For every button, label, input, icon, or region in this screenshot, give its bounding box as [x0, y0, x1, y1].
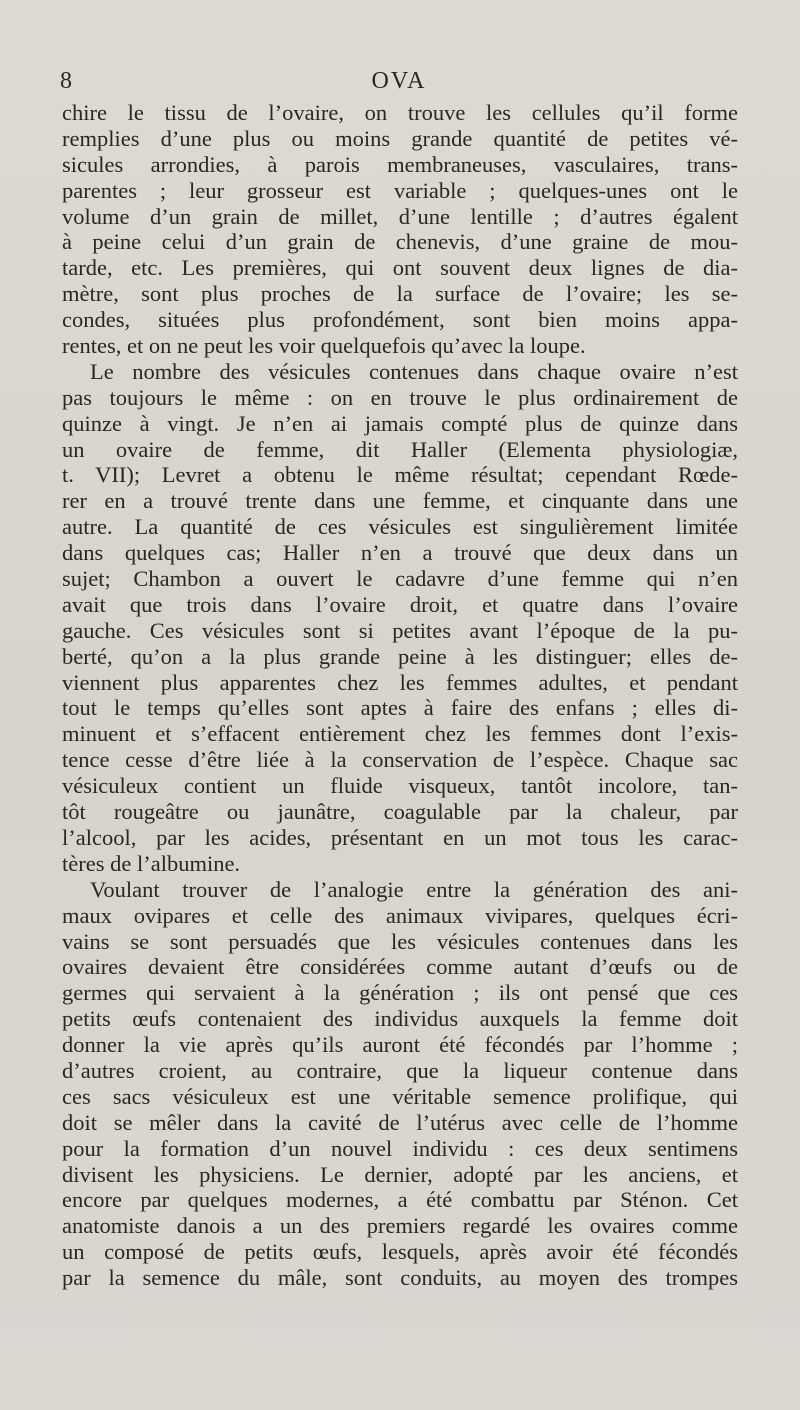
text-line: sujet; Chambon a ouvert le cadavre d’une femme qui n’en	[62, 566, 738, 592]
text-line: encore par quelques modernes, a été combattu par Sténon. Cet	[62, 1187, 738, 1213]
page-number: 8	[60, 68, 72, 94]
text-line: ovaires devaient être considérées comme autant d’œufs ou de	[62, 954, 738, 980]
text-line: berté, qu’on a la plus grande peine à les distinguer; elles de-	[62, 643, 738, 669]
text-line: par la semence du mâle, sont conduits, au moyen des trompes	[62, 1265, 738, 1291]
text-line: donner la vie après qu’ils auront été fécondés par l’homme ;	[62, 1032, 738, 1058]
text-line: doit se mêler dans la cavité de l’utérus avec celle de l’homme	[62, 1109, 738, 1135]
text-line: viennent plus apparentes chez les femmes adultes, et pendant	[62, 669, 738, 695]
text-line: chire le tissu de l’ovaire, on trouve les cellules qu’il forme	[62, 100, 738, 125]
text-line: pour la formation d’un nouvel individu : ces deux sentimens	[62, 1135, 738, 1161]
text-line: tarde, etc. Les premières, qui ont souvent deux lignes de dia-	[62, 255, 738, 281]
text-line: gauche. Ces vésicules sont si petites avant l’époque de la pu-	[62, 617, 738, 643]
text-line: avait que trois dans l’ovaire droit, et quatre dans l’ovaire	[62, 591, 738, 617]
text-line: tères de l’albumine.	[62, 850, 241, 876]
text-line: remplies d’une plus ou moins grande quantité de petites vé-	[62, 125, 738, 151]
text-line: parentes ; leur grosseur est variable ; quelques-unes ont le	[62, 177, 738, 203]
page-header	[60, 64, 738, 98]
text-line: dans quelques cas; Haller n’en a trouvé que deux dans un	[62, 540, 738, 566]
text-line: minuent et s’effacent entièrement chez les femmes dont l’exis-	[62, 721, 738, 747]
body-text	[62, 100, 738, 1291]
text-line: vésiculeux contient un fluide visqueux, tantôt incolore, tan-	[62, 773, 738, 799]
text-line: un ovaire de femme, dit Haller (Elementa physiologiæ,	[62, 436, 738, 462]
text-line: mètre, sont plus proches de la surface de l’ovaire; les se-	[62, 281, 738, 307]
text-line: ces sacs vésiculeux est une véritable semence prolifique, qui	[62, 1083, 738, 1109]
text-line: volume d’un grain de millet, d’une lentille ; d’autres égalent	[62, 203, 738, 229]
text-line: l’alcool, par les acides, présentant en un mot tous les carac-	[62, 824, 738, 850]
text-line: anatomiste danois a un des premiers regardé les ovaires comme	[62, 1213, 738, 1239]
text-line: tout le temps qu’elles sont aptes à faire des enfans ; elles di-	[62, 695, 738, 721]
text-line: autre. La quantité de ces vésicules est singulièrement limitée	[62, 514, 738, 540]
text-line: tence cesse d’être liée à la conservation de l’espèce. Chaque sac	[62, 747, 738, 773]
text-line: petits œufs contenaient des individus auxquels la femme doit	[62, 1006, 738, 1032]
text-line: pas toujours le même : on en trouve le plus ordinairement de	[62, 384, 738, 410]
text-line: d’autres croient, au contraire, que la liqueur contenue dans	[62, 1057, 738, 1083]
text-line: rer en a trouvé trente dans une femme, et cinquante dans une	[62, 488, 738, 514]
text-line: divisent les physiciens. Le dernier, adopté par les anciens, et	[62, 1161, 738, 1187]
text-line: Voulant trouver de l’analogie entre la génération des ani-	[90, 876, 738, 902]
text-line: t. VII); Levret a obtenu le même résultat; cependant Rœde-	[62, 462, 738, 488]
text-line: vains se sont persuadés que les vésicules contenues dans les	[62, 928, 738, 954]
text-line: sicules arrondies, à parois membraneuses, vasculaires, trans-	[62, 151, 738, 177]
text-line: maux ovipares et celle des animaux vivipares, quelques écri-	[62, 902, 738, 928]
text-line: à peine celui d’un grain de chenevis, d’une graine de mou-	[62, 229, 738, 255]
text-line: quinze à vingt. Je n’en ai jamais compté plus de quinze dans	[62, 410, 738, 436]
text-line: condes, situées plus profondément, sont bien moins appa-	[62, 307, 738, 333]
running-head: OVA	[371, 68, 427, 94]
text-line: rentes, et on ne peut les voir quelquefois qu’avec la loupe.	[62, 333, 586, 359]
text-line: un composé de petits œufs, lesquels, après avoir été fécondés	[62, 1239, 738, 1265]
text-line: Le nombre des vésicules contenues dans chaque ovaire n’est	[90, 358, 738, 384]
text-line: germes qui servaient à la génération ; ils ont pensé que ces	[62, 980, 738, 1006]
text-line: tôt rougeâtre ou jaunâtre, coagulable par la chaleur, par	[62, 799, 738, 825]
